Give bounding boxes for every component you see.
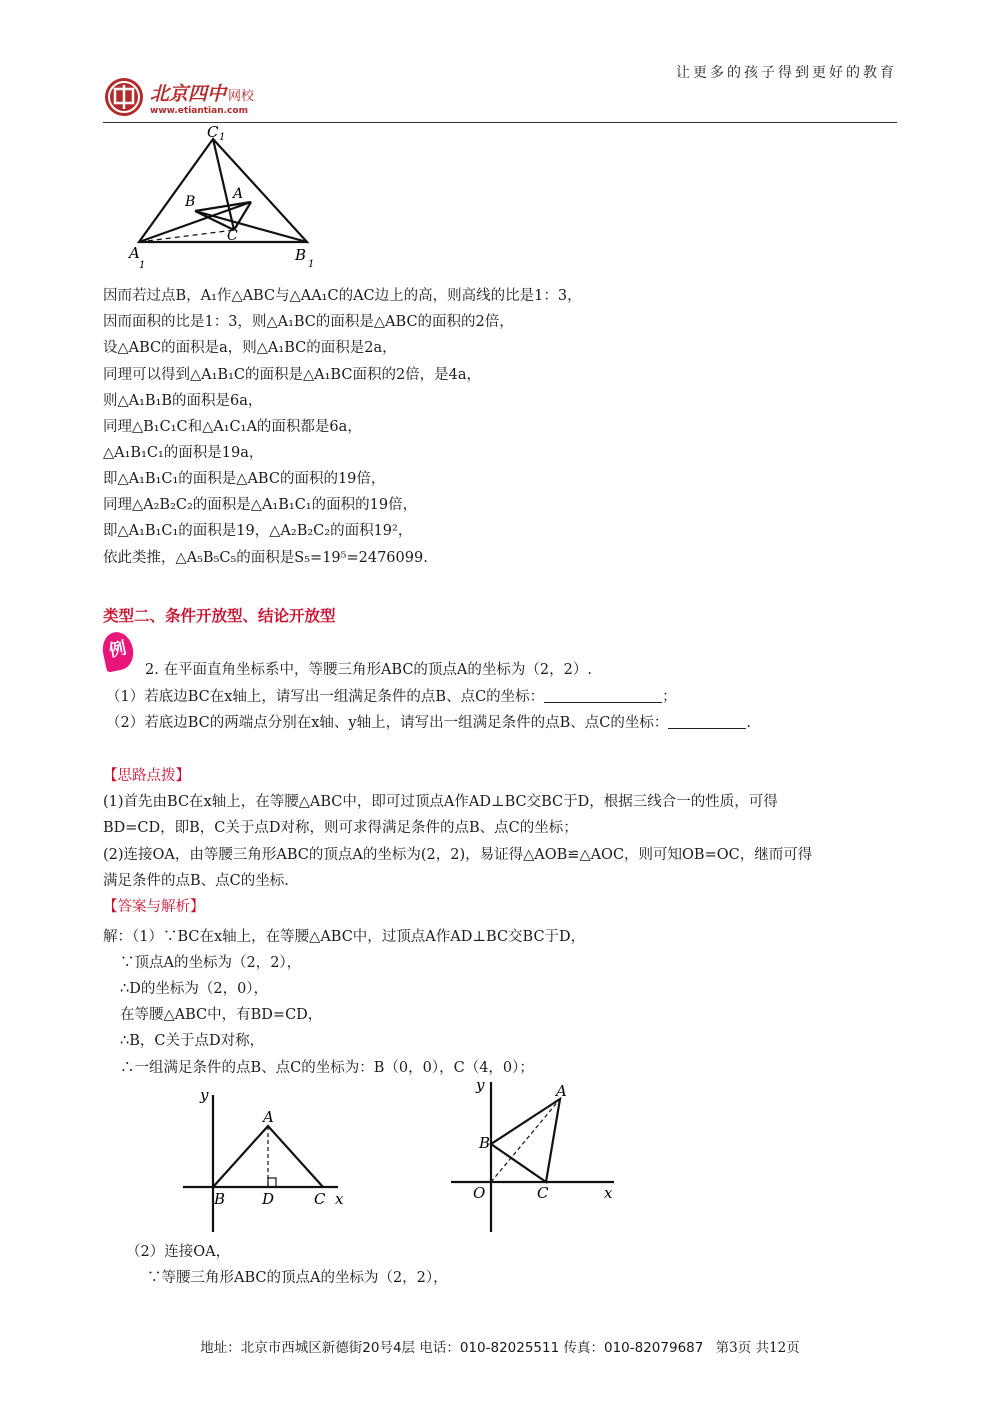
hint-line: 满足条件的点B、点C的坐标.: [103, 873, 289, 889]
fig2-label-d: D: [262, 1190, 275, 1208]
solution-line: 同理△B₁C₁C和△A₁C₁A的面积都是6a，: [103, 419, 362, 435]
fig3-label-x: x: [604, 1184, 613, 1202]
fig2-label-y: y: [200, 1086, 209, 1104]
logo-emblem-icon: [103, 76, 145, 118]
answer-line: ∴D的坐标为（2，0），: [120, 981, 269, 997]
fig2-label-b: B: [214, 1190, 226, 1208]
figure-isosceles-x-axis: [180, 1080, 355, 1235]
label-b1-sub: 1: [308, 259, 315, 270]
section-title: 类型二、条件开放型、结论开放型: [103, 607, 336, 625]
hint-line: (2)连接OA，由等腰三角形ABC的顶点A的坐标为(2，2)，易证得△AOB≌△AOC，则可知OB=OC，继而可得: [103, 847, 813, 863]
answer-line: 在等腰△ABC中，有BD=CD，: [120, 1007, 323, 1023]
problem-part2: [106, 713, 751, 733]
fig3-label-y: y: [476, 1076, 485, 1094]
answer-line: 解：（1）∵BC在x轴上，在等腰△ABC中，过顶点A作AD⊥BC交BC于D，: [103, 929, 586, 945]
hint-line: (1)首先由BC在x轴上，在等腰△ABC中，即可过顶点A作AD⊥BC交BC于D，根据三线合一的性质，可得: [103, 794, 778, 810]
solution-line: 因而面积的比是1：3，则△A₁BC的面积是△ABC的面积的2倍，: [103, 314, 514, 330]
answer-line: ∴一组满足条件的点B、点C的坐标为：B（0，0），C（4，0）；: [120, 1060, 534, 1076]
solution-line: 即△A₁B₁C₁的面积是19，△A₂B₂C₂的面积19²，: [103, 523, 413, 539]
hint-line: BD=CD，即B，C关于点D对称，则可求得满足条件的点B、点C的坐标；: [103, 820, 578, 836]
fig2-label-a: A: [263, 1108, 274, 1126]
label-c1-sub: 1: [219, 132, 226, 143]
problem-part1: [106, 687, 677, 707]
answer-blank-1[interactable]: [544, 688, 662, 703]
logo: [103, 76, 254, 118]
problem-part2-text: （2）若底边BC的两端点分别在x轴、y轴上，请写出一组满足条件的点B、点C的坐标：: [106, 715, 669, 731]
answer-line: ∵顶点A的坐标为（2，2），: [120, 955, 302, 971]
label-c1: C: [207, 123, 219, 141]
label-a1: A: [129, 244, 140, 262]
figure-isosceles-both-axes: [448, 1074, 623, 1234]
page-footer: [0, 1336, 1000, 1356]
fig3-label-a: A: [556, 1082, 567, 1100]
label-b: B: [185, 194, 196, 210]
solution-line: 同理可以得到△A₁B₁C的面积是△A₁BC面积的2倍，是4a，: [103, 367, 482, 383]
footer-contact: 地址：北京市西城区新德街20号4层 电话：010-82025511 传真：010-82079687: [200, 1340, 704, 1356]
label-b1: B: [295, 246, 307, 264]
example-badge-label: 例: [107, 638, 129, 662]
fig3-label-o: O: [473, 1184, 486, 1202]
answer-line: （2）连接OA，: [126, 1244, 231, 1260]
hint-title: 【思路点拨】: [103, 768, 190, 784]
answer-line: ∴B，C关于点D对称，: [120, 1033, 265, 1049]
answer-blank-2[interactable]: [668, 714, 746, 729]
header-slogan: 让更多的孩子得到更好的教育: [676, 65, 897, 81]
solution-line: 因而若过点B，A₁作△ABC与△AA₁C的AC边上的高，则高线的比是1：3，: [103, 288, 582, 304]
fig2-label-x: x: [335, 1190, 344, 1208]
fig2-label-c: C: [314, 1190, 326, 1208]
problem-stem: 2. 在平面直角坐标系中，等腰三角形ABC的顶点A的坐标为（2，2）.: [145, 662, 592, 678]
solution-line: △A₁B₁C₁的面积是19a，: [103, 445, 264, 461]
solution-line: 依此类推，△A₅B₅C₅的面积是S₅=19⁵=2476099.: [103, 550, 428, 566]
label-a1-sub: 1: [139, 260, 146, 271]
fig3-label-c: C: [537, 1184, 549, 1202]
logo-url: www.etiantian.com: [150, 105, 248, 116]
logo-name: 北京四中: [150, 82, 227, 105]
answer-title: 【答案与解析】: [103, 899, 205, 915]
solution-line: 同理△A₂B₂C₂的面积是△A₁B₁C₁的面积的19倍，: [103, 497, 418, 513]
solution-line: 即△A₁B₁C₁的面积是△ABC的面积的19倍，: [103, 471, 386, 487]
problem-part1-text: （1）若底边BC在x轴上，请写出一组满足条件的点B、点C的坐标：: [106, 689, 545, 705]
fig3-label-b: B: [479, 1134, 491, 1152]
solution-line: 则△A₁B₁B的面积是6a，: [103, 393, 263, 409]
footer-page-number: 第3页 共12页: [715, 1340, 800, 1356]
problem-part1-end: ；: [662, 689, 677, 705]
label-a: A: [233, 186, 244, 202]
answer-line: ∵等腰三角形ABC的顶点A的坐标为（2，2），: [147, 1270, 448, 1286]
solution-line: 设△ABC的面积是a，则△A₁BC的面积是2a，: [103, 340, 397, 356]
example-badge: [99, 629, 136, 672]
label-c: C: [227, 228, 238, 244]
problem-part2-end: .: [746, 715, 751, 731]
figure-nested-triangles: [125, 122, 325, 272]
logo-suffix: 网校: [228, 88, 255, 104]
